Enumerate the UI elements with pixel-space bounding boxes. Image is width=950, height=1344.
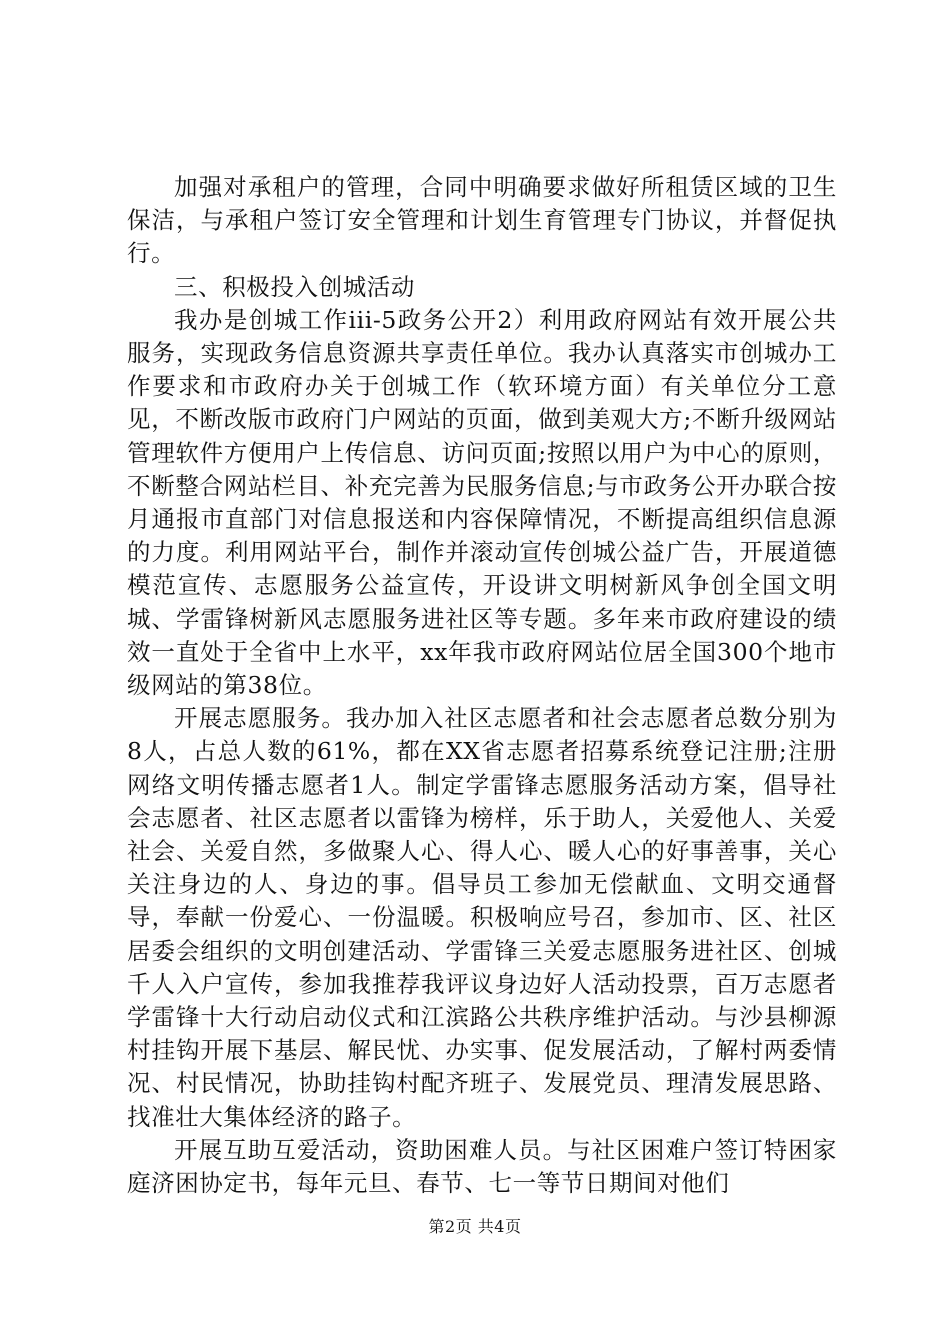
paragraph-government-website: 我办是创城工作iii-5政务公开2）利用政府网站有效开展公共服务，实现政务信息资源共享责任单位。我办认真落实市创城办工作要求和市政府办关于创城工作（软环境方面）有关单位分工意见，不断改版市政府门户网站的页面，做到美观大方;不断升级网站管理软件方便用户上传信息、访问页面;按照以用户为中心的原则，不断整合网站栏目、补充完善为民服务信息;与市政务公开办联合按月通报市直部门对信息报送和内容保障情况，不断提高组织信息源的力度。利用网站平台，制作并滚动宣传创城公益广告，开展道德模范宣传、志愿服务公益宣传，开设讲文明树新风争创全国文明城、学雷锋树新风志愿服务进社区等专题。多年来市政府建设的绩效一直处于全省中上水平，xx年我市政府网站位居全国300个地市级网站的第38位。 xyxy=(127,305,837,700)
document-body xyxy=(127,171,837,1200)
page-number-footer: 第2页 共4页 xyxy=(428,1217,522,1236)
section-heading-creation-activities: 三、积极投入创城活动 xyxy=(174,272,415,301)
paragraph-volunteer-service: 开展志愿服务。我办加入社区志愿者和社会志愿者总数分别为8人，占总人数的61%，都在XX省志愿者招募系统登记注册;注册网络文明传播志愿者1人。制定学雷锋志愿服务活动方案，倡导社会志愿者、社区志愿者以雷锋为榜样，乐于助人，关爱他人、关爱社会、关爱自然，多做聚人心、得人心、暖人心的好事善事，关心关注身边的人、身边的事。倡导员工参加无偿献血、文明交通督导，奉献一份爱心、一份温暖。积极响应号召，参加市、区、社区居委会组织的文明创建活动、学雷锋三关爱志愿服务进社区、创城千人入户宣传，参加我推荐我评议身边好人活动投票，百万志愿者学雷锋十大行动启动仪式和江滨路公共秩序维护活动。与沙县柳源村挂钩开展下基层、解民忧、办实事、促发展活动，了解村两委情况、村民情况，协助挂钩村配齐班子、发展党员、理清发展思路、找准壮大集体经济的路子。 xyxy=(127,704,837,1131)
paragraph-tenant-management: 加强对承租户的管理，合同中明确要求做好所租赁区域的卫生保洁，与承租户签订安全管理和计划生育管理专门协议，并督促执行。 xyxy=(127,173,837,268)
paragraph-mutual-aid: 开展互助互爱活动，资助困难人员。与社区困难户签订特困家庭济困协定书，每年元旦、春节、七一等节日期间对他们 xyxy=(127,1135,837,1198)
